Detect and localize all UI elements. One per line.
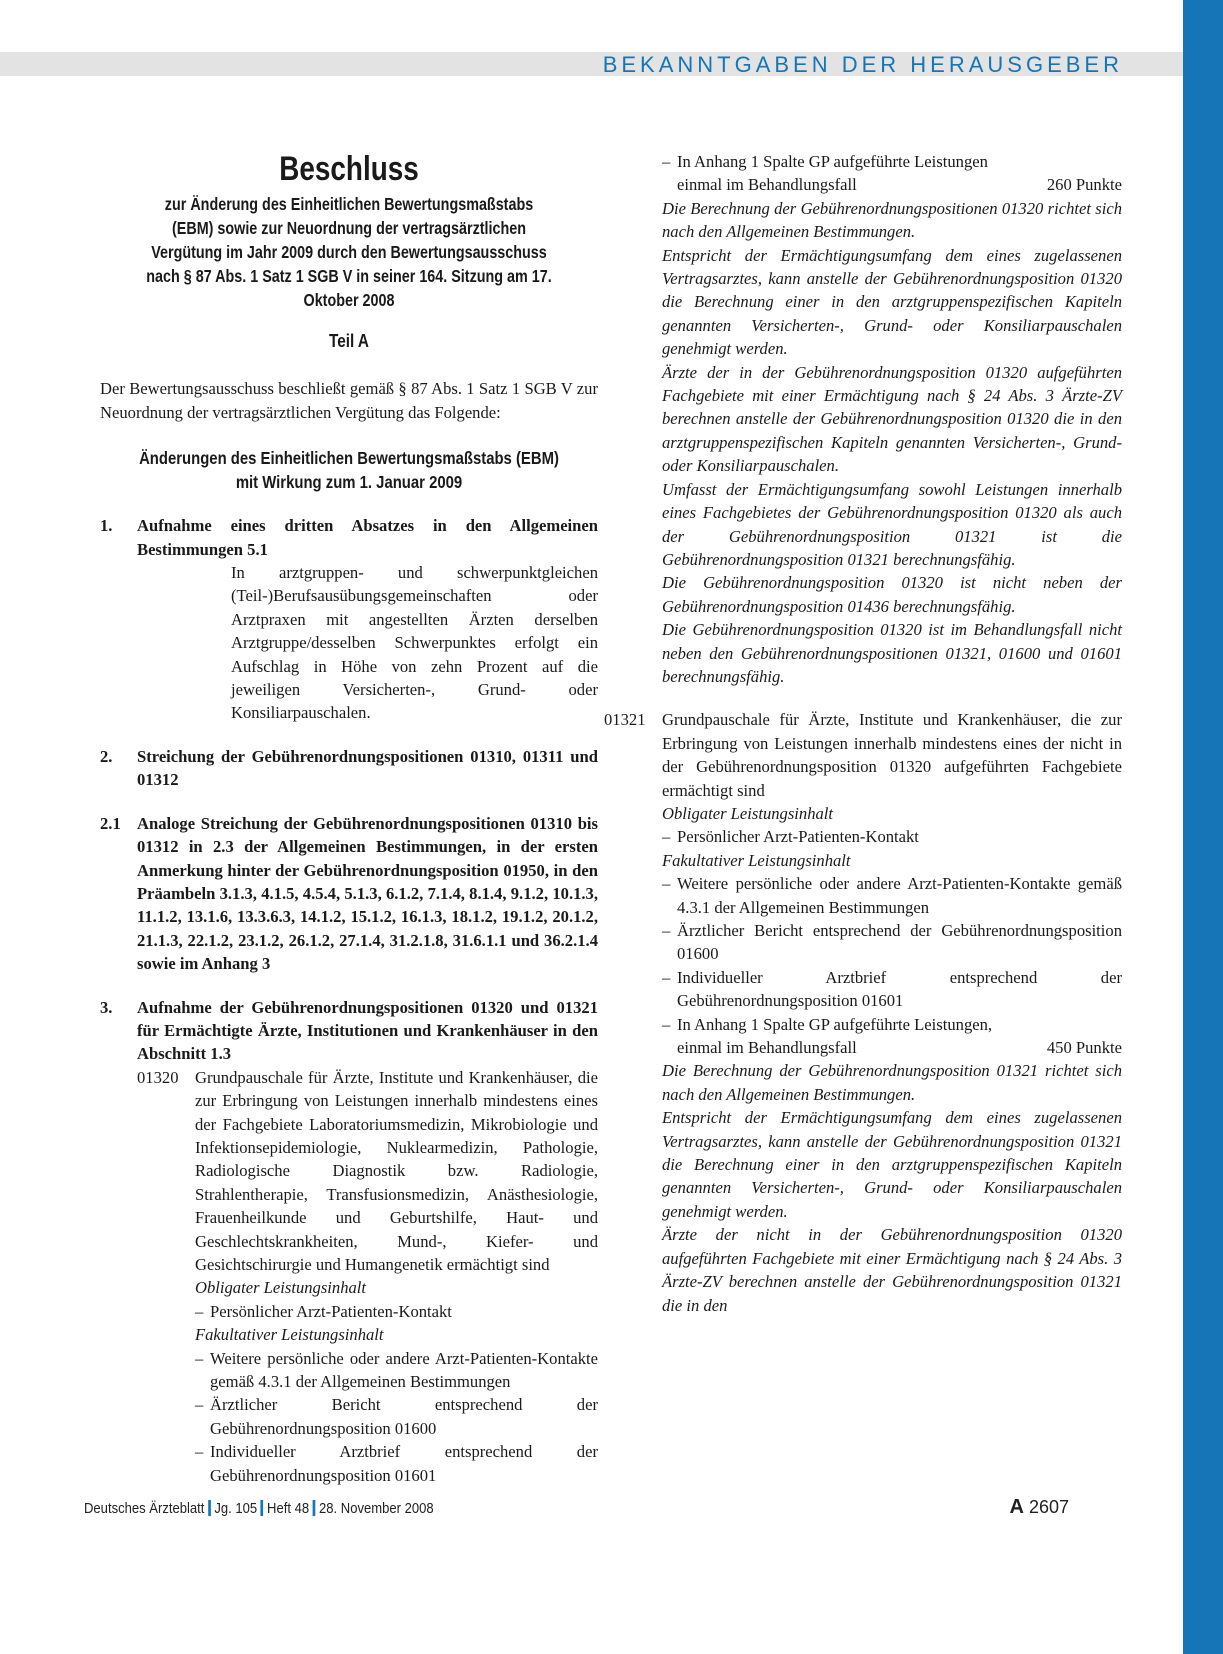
left-column — [100, 150, 598, 1487]
list-item — [100, 812, 598, 976]
right-column — [604, 150, 1122, 1317]
list-item — [100, 514, 598, 725]
anhang-entry: – In Anhang 1 Spalte GP aufgeführte Leistungen, einmal im Behandlungsfall 450 Punkte — [662, 1013, 1122, 1060]
page-number-value: 2607 — [1028, 1497, 1069, 1517]
footer-separator — [208, 1500, 211, 1516]
page-subtitle: zur Änderung des Einheitlichen Bewertungsmaßstabs (EBM) sowie zur Neuordnung der vertragsärztlichen Vergütung im Jahr 2009 durch den Bewertungsausschuss nach § 87 Abs. 1 Satz 1 SGB V in seiner 164. Sitzung am 17. Oktober 2008 — [146, 194, 552, 310]
intro-paragraph: Der Bewertungsausschuss beschließt gemäß § 87 Abs. 1 Satz 1 SGB V zur Neuordnung der vertragsärztlichen Vergütung das Folgende: — [100, 379, 598, 422]
page-prefix: A — [1009, 1496, 1024, 1518]
fakultativ-entry: – Ärztlicher Bericht entsprechend der Gebührenordnungsposition 01600 — [195, 1395, 598, 1438]
note: Entspricht der Ermächtigungsumfang dem eines zugelassenen Vertragsarztes, kann anstelle der Gebührenordnungsposition 01320 die Berechnung einer in den arztgruppenspezifischen Kapiteln genannten Versicherten-, Grund- oder Konsiliarpauschalen genehmigt werden. — [662, 245, 1122, 359]
fee-position-code: 01320 — [137, 1067, 179, 1087]
note: Die Berechnung der Gebührenordnungspositionen 01320 richtet sich nach den Allgemeinen Bestimmungen. — [662, 198, 1122, 242]
page-number — [1009, 1496, 1069, 1519]
fakultativ-label: Fakultativer Leistungsinhalt — [195, 1325, 384, 1345]
fee-position-code: 01321 — [604, 710, 646, 730]
note: Entspricht der Ermächtigungsumfang dem eines zugelassenen Vertragsarztes, kann anstelle der Gebührenordnungsposition 01321 die Berechnung einer in den arztgruppenspezifischen Kapiteln genannten Versicherten-, Grund- oder Konsiliarpauschalen genehmigt werden. — [662, 1108, 1122, 1221]
obligat-entry: – Persönlicher Arzt-Patienten-Kontakt — [195, 1301, 452, 1321]
list-item — [100, 745, 598, 792]
obligat-label: Obligater Leistungsinhalt — [662, 803, 834, 823]
obligat-entry: – Persönlicher Arzt-Patienten-Kontakt — [662, 827, 919, 847]
item-text: Aufnahme eines dritten Absatzes in den Allgemeinen Bestimmungen 5.1 — [137, 516, 598, 559]
fakultativ-label: Fakultativer Leistungsinhalt — [662, 850, 851, 870]
fakultativ-entry: – Individueller Arztbrief entsprechend der Gebührenordnungsposition 01601 — [195, 1442, 598, 1485]
item-text: Analoge Streichung der Gebührenordnungspositionen 01310 bis 01312 in 2.3 der Allgemeinen Bestimmungen, in der ersten Anmerkung hinter der Gebührenordnungsposition 01950, in den Präambeln 3.1.3, 4.1.5, 4.5.4, 5.1.3, 6.1.2, 7.1.4, 8.1.4, 9.1.2, 10.1.3, 11.1.2, 13.1.6, 13.3.6.3, 14.1.2, 15.1.2, 16.1.3, 18.1.2, 19.1.2, 20.1.2, 21.1.3, 22.1.2, 23.1.2, 26.1.2, 27.1.4, 31.2.1.8, 31.6.1.1 und 36.2.1.4 sowie im Anhang 3 — [137, 813, 598, 974]
points-value: 260 Punkte — [1046, 175, 1122, 195]
side-color-bar — [1183, 0, 1223, 1654]
fee-position-title: Grundpauschale für Ärzte, Institute und Krankenhäuser, die zur Erbringung von Leistungen innerhalb mindestens eines der nicht in der Gebührenordnungsposition 01320 aufgeführten Fachgebiete ermächtigt sind — [662, 710, 1122, 800]
footer-date: 28. November 2008 — [319, 1501, 434, 1517]
note: Die Gebührenordnungsposition 01320 ist im Behandlungsfall nicht neben den Gebührenordnungspositionen 01321, 01600 und 01601 berechnungsfähig. — [662, 620, 1122, 686]
item-text: Aufnahme der Gebührenordnungspositionen 01320 und 01321 für Ermächtigte Ärzte, Institutionen und Krankenhäuser in den Abschnitt 1.3 — [137, 997, 598, 1064]
section-heading: Änderungen des Einheitlichen Bewertungsmaßstabs (EBM) mit Wirkung zum 1. Januar 2009 — [139, 448, 559, 493]
item-number: 1. — [100, 516, 113, 536]
footer-issue: Heft 48 — [267, 1501, 310, 1517]
list-item — [100, 996, 598, 1488]
anhang-entry: – In Anhang 1 Spalte GP aufgeführte Leistungen einmal im Behandlungsfall 260 Punkte — [662, 150, 1122, 197]
item-number: 2. — [100, 746, 113, 766]
footer-separator — [261, 1500, 264, 1516]
page-title: Beschluss — [279, 150, 419, 188]
item-number: 2.1 — [100, 813, 121, 833]
note: Die Gebührenordnungsposition 01320 ist nicht neben der Gebührenordnungsposition 01436 berechnungsfähig. — [662, 573, 1122, 616]
fee-position-01321 — [604, 708, 1122, 1317]
fakultativ-entry: – Ärztlicher Bericht entsprechend der Gebührenordnungsposition 01600 — [662, 921, 1122, 964]
fakultativ-entry: – Weitere persönliche oder andere Arzt-Patienten-Kontakte gemäß 4.3.1 der Allgemeinen Bestimmungen — [195, 1348, 598, 1392]
note: Umfasst der Ermächtigungsumfang sowohl Leistungen innerhalb eines Fachgebietes der Gebührenordnungsposition 01320 als auch der Gebührenordnungsposition 01321 ist die Gebührenordnungsposition 01321 berechnungsfähig. — [662, 479, 1122, 569]
note: Ärzte der in der Gebührenordnungsposition 01320 aufgeführten Fachgebiete mit einer Ermächtigung nach § 24 Abs. 3 Ärzte-ZV berechnen anstelle der Gebührenordnungsposition 01320 die in den arztgruppenspezifischen Kapiteln genannten Versicherten-, Grund- oder Konsiliarpauschalen. — [662, 362, 1122, 476]
footer-journal: Deutsches Ärzteblatt — [84, 1501, 205, 1517]
fee-position-title: Grundpauschale für Ärzte, Institute und Krankenhäuser, die zur Erbringung von Leistungen innerhalb mindestens eines der Fachgebiete Laboratoriumsmedizin, Mikrobiologie und Infektionsepidemiologie, Nuklearmedizin, Pathologie, Radiologische Diagnostik bzw. Radiologie, Strahlentherapie, Transfusionsmedizin, Anästhesiologie, Frauenheilkunde und Geburtshilfe, Haut- und Geschlechtskrankheiten, Mund-, Kiefer- und Gesichtschirurgie und Humangenetik ermächtigt sind — [195, 1067, 598, 1274]
footer-citation — [84, 1500, 434, 1517]
part-heading: Teil A — [329, 331, 369, 351]
item-body: In arztgruppen- und schwerpunktgleichen (Teil-)Berufsausübungsgemeinschaften oder Arztpraxen mit angestellten Ärzten derselben Arztgruppe/desselben Schwerpunktes erfolgt ein Aufschlag in Höhe von zehn Prozent auf die jeweiligen Versicherten-, Grund- oder Konsiliarpauschalen. — [231, 563, 598, 723]
footer-volume: Jg. 105 — [214, 1501, 258, 1517]
fee-position-01320 — [137, 1066, 598, 1487]
points-value: 450 Punkte — [1046, 1038, 1122, 1058]
section-header: BEKANNTGABEN DER HERAUSGEBER — [602, 52, 1123, 77]
fakultativ-entry: – Weitere persönliche oder andere Arzt-Patienten-Kontakte gemäß 4.3.1 der Allgemeinen Bestimmungen — [662, 874, 1122, 917]
item-text: Streichung der Gebührenordnungspositionen 01310, 01311 und 01312 — [137, 746, 598, 790]
footer-separator — [313, 1500, 316, 1516]
item-number: 3. — [100, 997, 113, 1017]
fakultativ-entry: – Individueller Arztbrief entsprechend der Gebührenordnungsposition 01601 — [662, 967, 1122, 1011]
note: Die Berechnung der Gebührenordnungsposition 01321 richtet sich nach den Allgemeinen Bestimmungen. — [662, 1061, 1122, 1104]
obligat-label: Obligater Leistungsinhalt — [195, 1278, 367, 1298]
note: Ärzte der nicht in der Gebührenordnungsposition 01320 aufgeführten Fachgebiete mit einer Ermächtigung nach § 24 Abs. 3 Ärzte-ZV berechnen anstelle der Gebührenordnungsposition 01321 die in den — [662, 1225, 1122, 1315]
